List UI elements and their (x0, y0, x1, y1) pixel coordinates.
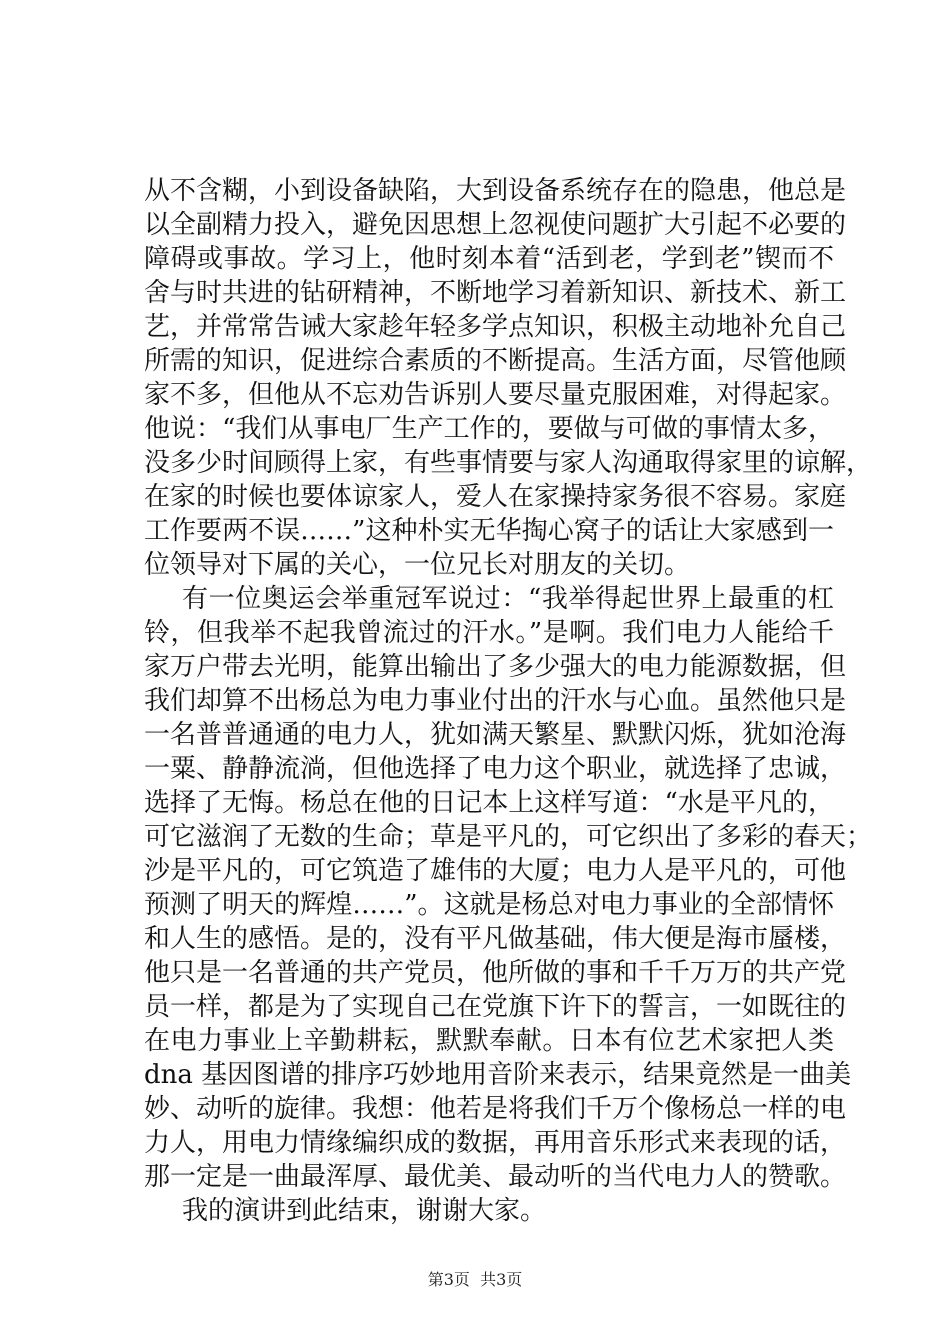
text-line: 舍与时共进的钻研精神，不断地学习着新知识、新技术、新工 (144, 278, 847, 308)
text-line: 有一位奥运会举重冠军说过：“我举得起世界上最重的杠 (182, 584, 834, 614)
text-line: 和人生的感悟。是的，没有平凡做基础，伟大便是海市蜃楼， (144, 924, 847, 954)
text-line: 在电力事业上辛勤耕耘，默默奉献。日本有位艺术家把人类 (144, 1026, 834, 1056)
text-line: 没多少时间顾得上家，有些事情要与家人沟通取得家里的谅解， (144, 448, 873, 478)
text-line: 那一定是一曲最浑厚、最优美、最动听的当代电力人的赞歌。 (144, 1162, 847, 1192)
text-line: 沙是平凡的，可它筑造了雄伟的大厦；电力人是平凡的，可他 (144, 856, 847, 886)
text-line: 我们却算不出杨总为电力事业付出的汗水与心血。虽然他只是 (144, 686, 847, 716)
text-line: 可它滋润了无数的生命；草是平凡的，可它织出了多彩的春天； (144, 822, 873, 852)
text-line: 预测了明天的辉煌……”。这就是杨总对电力事业的全部情怀 (144, 890, 834, 920)
text-line: 妙、动听的旋律。我想：他若是将我们千万个像杨总一样的电 (144, 1094, 847, 1124)
text-line: 以全副精力投入，避免因思想上忽视使问题扩大引起不必要的 (144, 210, 847, 240)
text-line: dna 基因图谱的排序巧妙地用音阶来表示，结果竟然是一曲美 (144, 1060, 852, 1090)
text-line: 障碍或事故。学习上，他时刻本着“活到老，学到老”锲而不 (144, 244, 834, 274)
text-line: 铃，但我举不起我曾流过的汗水。”是啊。我们电力人能给千 (144, 618, 834, 648)
text-line: 选择了无悔。杨总在他的日记本上这样写道：“水是平凡的， (144, 788, 834, 818)
text-line: 他只是一名普通的共产党员，他所做的事和千千万万的共产党 (144, 958, 847, 988)
text-line: 艺，并常常告诫大家趁年轻多学点知识，积极主动地补允自己 (144, 312, 847, 342)
text-line: 一粟、静静流淌，但他选择了电力这个职业，就选择了忠诚， (144, 754, 847, 784)
text-line: 在家的时候也要体谅家人，爱人在家操持家务很不容易。家庭 (144, 482, 847, 512)
text-line: 工作要两不误……”这种朴实无华掏心窝子的话让大家感到一 (144, 516, 834, 546)
text-line: 员一样，都是为了实现自己在党旗下许下的誓言，一如既往的 (144, 992, 847, 1022)
text-line: 我的演讲到此结束，谢谢大家。 (182, 1196, 547, 1226)
page-number-label: 第3页 共3页 (427, 1270, 523, 1289)
text-line: 从不含糊，小到设备缺陷，大到设备系统存在的隐患，他总是 (144, 176, 847, 206)
text-line: 力人，用电力情缘编织成的数据，再用音乐形式来表现的话， (144, 1128, 847, 1158)
text-line: 家不多，但他从不忘劝告诉别人要尽量克服困难，对得起家。 (144, 380, 847, 410)
text-line: 家万户带去光明，能算出输出了多少强大的电力能源数据，但 (144, 652, 847, 682)
text-line: 他说：“我们从事电厂生产工作的，要做与可做的事情太多， (144, 414, 834, 444)
page-footer (0, 1270, 950, 1290)
text-line: 所需的知识，促进综合素质的不断提高。生活方面，尽管他顾 (144, 346, 847, 376)
text-line: 位领导对下属的关心，一位兄长对朋友的关切。 (144, 550, 691, 580)
text-line: 一名普普通通的电力人，犹如满天繁星、默默闪烁，犹如沧海 (144, 720, 847, 750)
